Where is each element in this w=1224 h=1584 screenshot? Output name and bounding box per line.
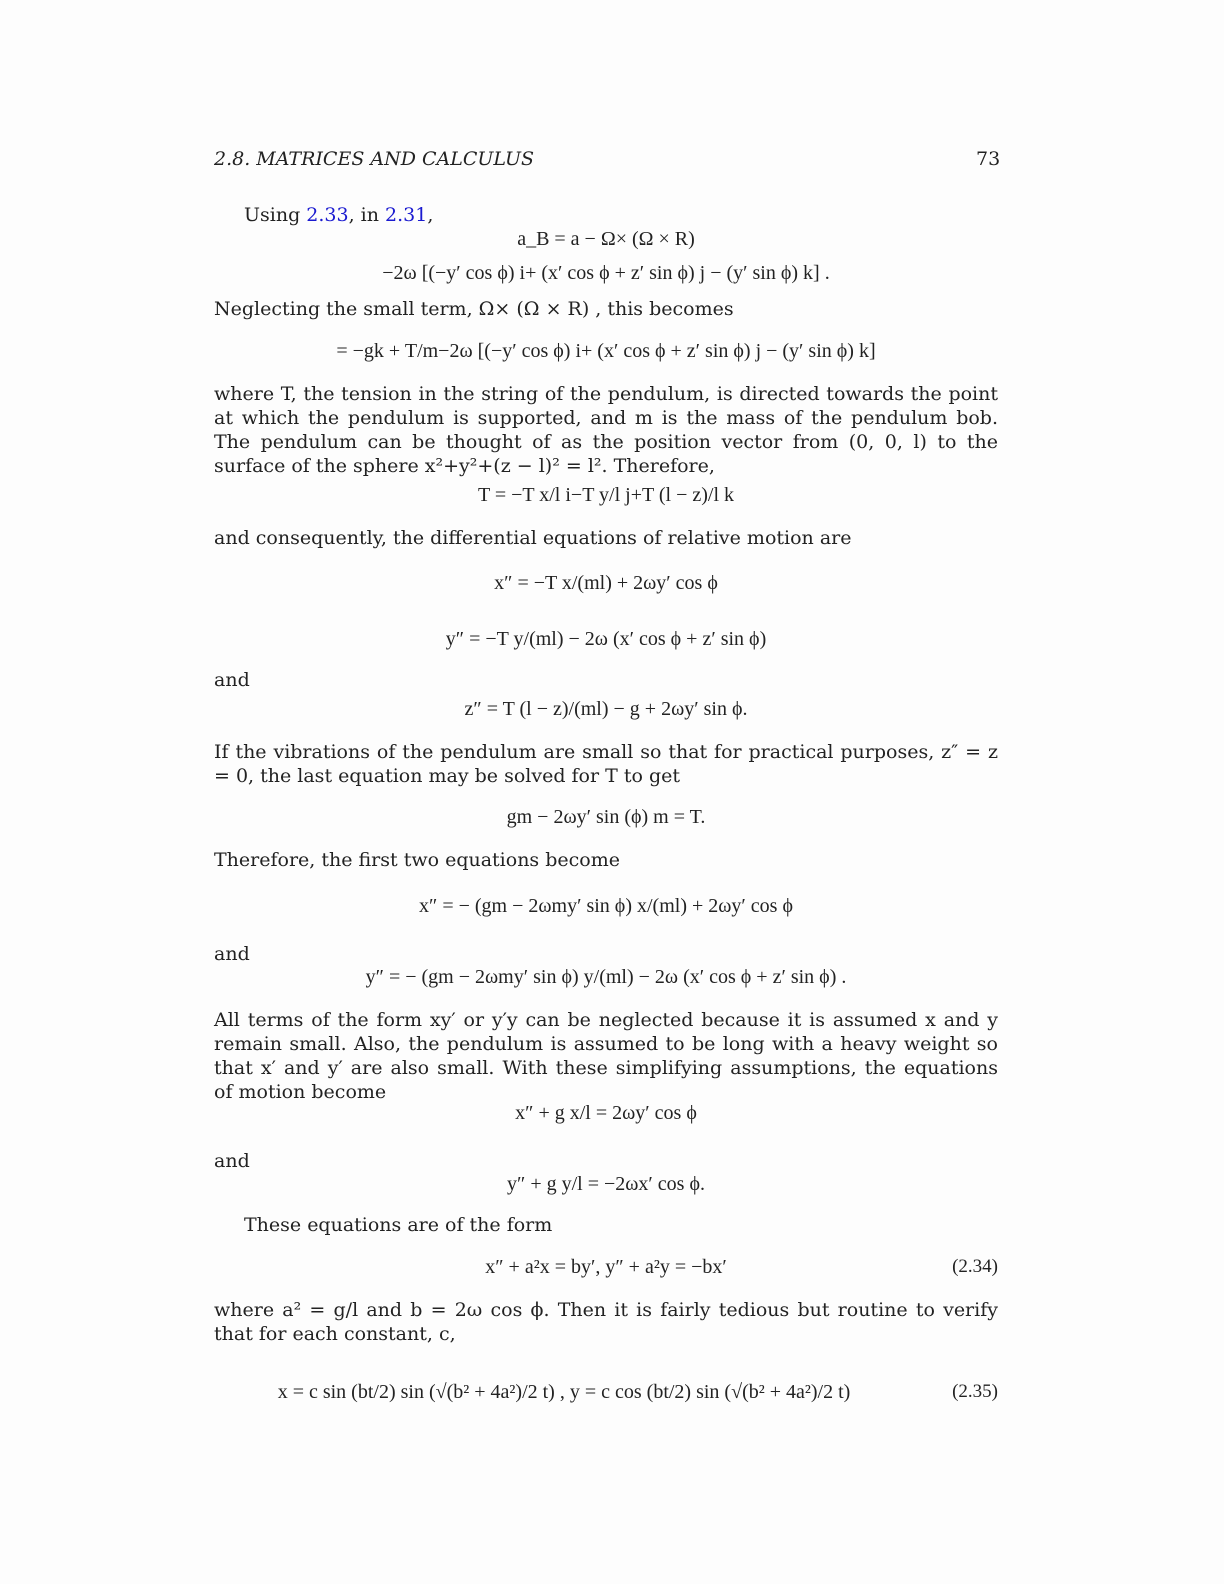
these-form-paragraph: These equations are of the form [244,1214,553,1236]
equation-x-double-prime: x″ = −T x/(ml) + 2ωy′ cos ϕ [494,572,718,594]
equation-y-substituted: y″ = − (gm − 2ωmy′ sin ϕ) y/(ml) − 2ω (x′ cos ϕ + z′ sin ϕ) . [365,966,847,988]
tension-paragraph: where T, the tension in the string of the pendulum, is directed towards the point at which the pendulum is supported, and m is the mass of the pendulum bob. The pendulum can be thought of as the position vector from (0, 0, l) to the surface of the sphere x²+y²+(z − l)² = l². Therefore, [214,383,998,477]
equation-link-2-33[interactable]: 2.33 [306,204,349,226]
equation-number-2-35: (2.35) [952,1381,998,1402]
equation-z-double-prime: z″ = T (l − z)/(ml) − g + 2ωy′ sin ϕ. [464,698,748,720]
vibrations-paragraph: If the vibrations of the pendulum are small so that for practical purposes, z″ = z = 0, the last equation may be solved for T to get [214,741,998,787]
equation-x-substituted: x″ = − (gm − 2ωmy′ sin ϕ) x/(ml) + 2ωy′ cos ϕ [418,895,793,917]
consequently-paragraph: and consequently, the differential equations of relative motion are [214,527,852,549]
where-paragraph: where a² = g/l and b = 2ω cos ϕ. Then it is fairly tedious but routine to verify that for each constant, c, [214,1299,998,1345]
equation-acceleration: = −gk + T/m−2ω [(−y′ cos ϕ) i+ (x′ cos ϕ + z′ sin ϕ) j − (y′ sin ϕ) k] [336,340,876,362]
equation-y-double-prime: y″ = −T y/(ml) − 2ω (x′ cos ϕ + z′ sin ϕ) [445,628,767,650]
and-label-3: and [214,1150,250,1172]
neglect-paragraph: Neglecting the small term, Ω× (Ω × R) , this becomes [214,298,734,320]
equation-tension-vector: T = −T x/l i−T y/l j+T (l − z)/l k [477,484,735,506]
equation-y-simplified: y″ + g y/l = −2ωx′ cos ϕ. [506,1173,705,1195]
using-line: Using 2.33, in 2.31, [244,204,434,226]
and-label-1: and [214,669,250,691]
equation-aB-line2: −2ω [(−y′ cos ϕ) i+ (x′ cos ϕ + z′ sin ϕ) j − (y′ sin ϕ) k] . [382,262,830,284]
equation-aB-line1: a_B = a − Ω× (Ω × R) [517,228,695,250]
therefore-paragraph: Therefore, the first two equations become [214,849,620,871]
equation-number-2-34: (2.34) [952,1256,998,1277]
equation-2-35: x = c sin (bt/2) sin (√(b² + 4a²)/2 t) , y = c cos (bt/2) sin (√(b² + 4a²)/2 t) [277,1381,851,1403]
simplifying-paragraph: All terms of the form xy′ or y′y can be neglected because it is assumed x and y remain small. Also, the pendulum is assumed to be long with a heavy weight so that x′ and y′ are also small. With these simplifying assumptions, the equations of motion become [214,1009,998,1103]
equation-2-34: x″ + a²x = by′, y″ + a²y = −bx′ [485,1256,727,1278]
page-number: 73 [976,148,1001,170]
and-label-2: and [214,943,250,965]
equation-T-solved: gm − 2ωy′ sin (ϕ) m = T. [506,806,706,828]
equation-link-2-31[interactable]: 2.31 [385,204,428,226]
equation-x-simplified: x″ + g x/l = 2ωy′ cos ϕ [515,1102,697,1124]
running-header: 2.8. MATRICES AND CALCULUS [214,148,535,170]
